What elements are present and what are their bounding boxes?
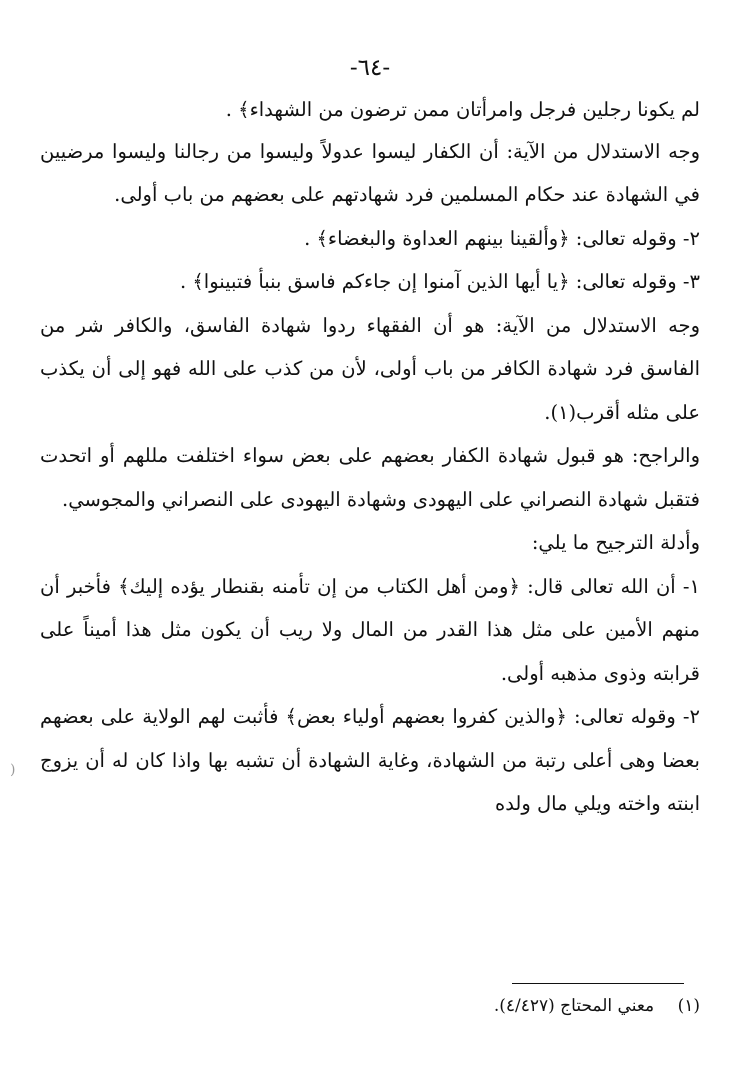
paragraph-proof-2: ٢- وقوله تعالى: ﴿والذين كفروا بعضهم أولياء بعض﴾ فأثبت لهم الولاية على بعضهم بعضا وهى أعلى رتبة من الشهادة، وغاية الشهادة أن تشبه بها واذا كان له أن يزوج ابنته واخته ويلي مال ولده <box>40 705 700 815</box>
paragraph-proof-1: ١- أن الله تعالى قال: ﴿ومن أهل الكتاب من إن تأمنه بقنطار يؤده إليك﴾ فأخبر أن منهم الأمين على مثل هذا القدر من المال ولا ريب أن يكون مثل هذا أميناً على قرابته وذوى مذهبه أولى. <box>40 574 700 685</box>
footnote <box>40 996 700 1016</box>
paragraph-verse-end: لم يكونا رجلين فرجل وامرأتان ممن ترضون من الشهداء﴾ . <box>225 98 700 121</box>
paragraph-evidence-3: ٣- وقوله تعالى: ﴿يا أيها الذين آمنوا إن جاءكم فاسق بنبأ فتبينوا﴾ . <box>179 270 700 293</box>
paragraph-inference-1: وجه الاستدلال من الآية: أن الكفار ليسوا عدولاً وليسوا من رجالنا وليسوا مرضيين في الشهادة عند حكام المسلمين فرد شهادتهم على بعضهم من باب أولى. <box>40 139 700 206</box>
paragraph-inference-2: وجه الاستدلال من الآية: هو أن الفقهاء ردوا شهادة الفاسق، والكافر شر من الفاسق فرد شهادة الكافر من باب أولى، لأن من كذب على الله فهو إلى أن يكذب على مثله أقرب(١). <box>40 313 700 424</box>
footnote-divider <box>512 983 684 984</box>
page-number: -٦٤- <box>349 55 391 81</box>
margin-mark: ) <box>10 762 16 778</box>
footnote-text: معني المحتاج (٤/٤٢٧). <box>493 996 655 1016</box>
body-text <box>40 88 700 826</box>
paragraph-evidence-heading: وأدلة الترجيح ما يلي: <box>531 531 700 554</box>
paragraph-preferred-view: والراجح: هو قبول شهادة الكفار بعضهم على بعض سواء اختلفت مللهم أو اتحدت فتقبل شهادة النصراني على اليهودى وشهادة اليهودى على النصراني والمجوسي. <box>40 444 700 511</box>
paragraph-evidence-2: ٢- وقوله تعالى: ﴿وألقينا بينهم العداوة والبغضاء﴾ . <box>304 226 700 250</box>
footnote-marker: (١) <box>677 996 700 1016</box>
